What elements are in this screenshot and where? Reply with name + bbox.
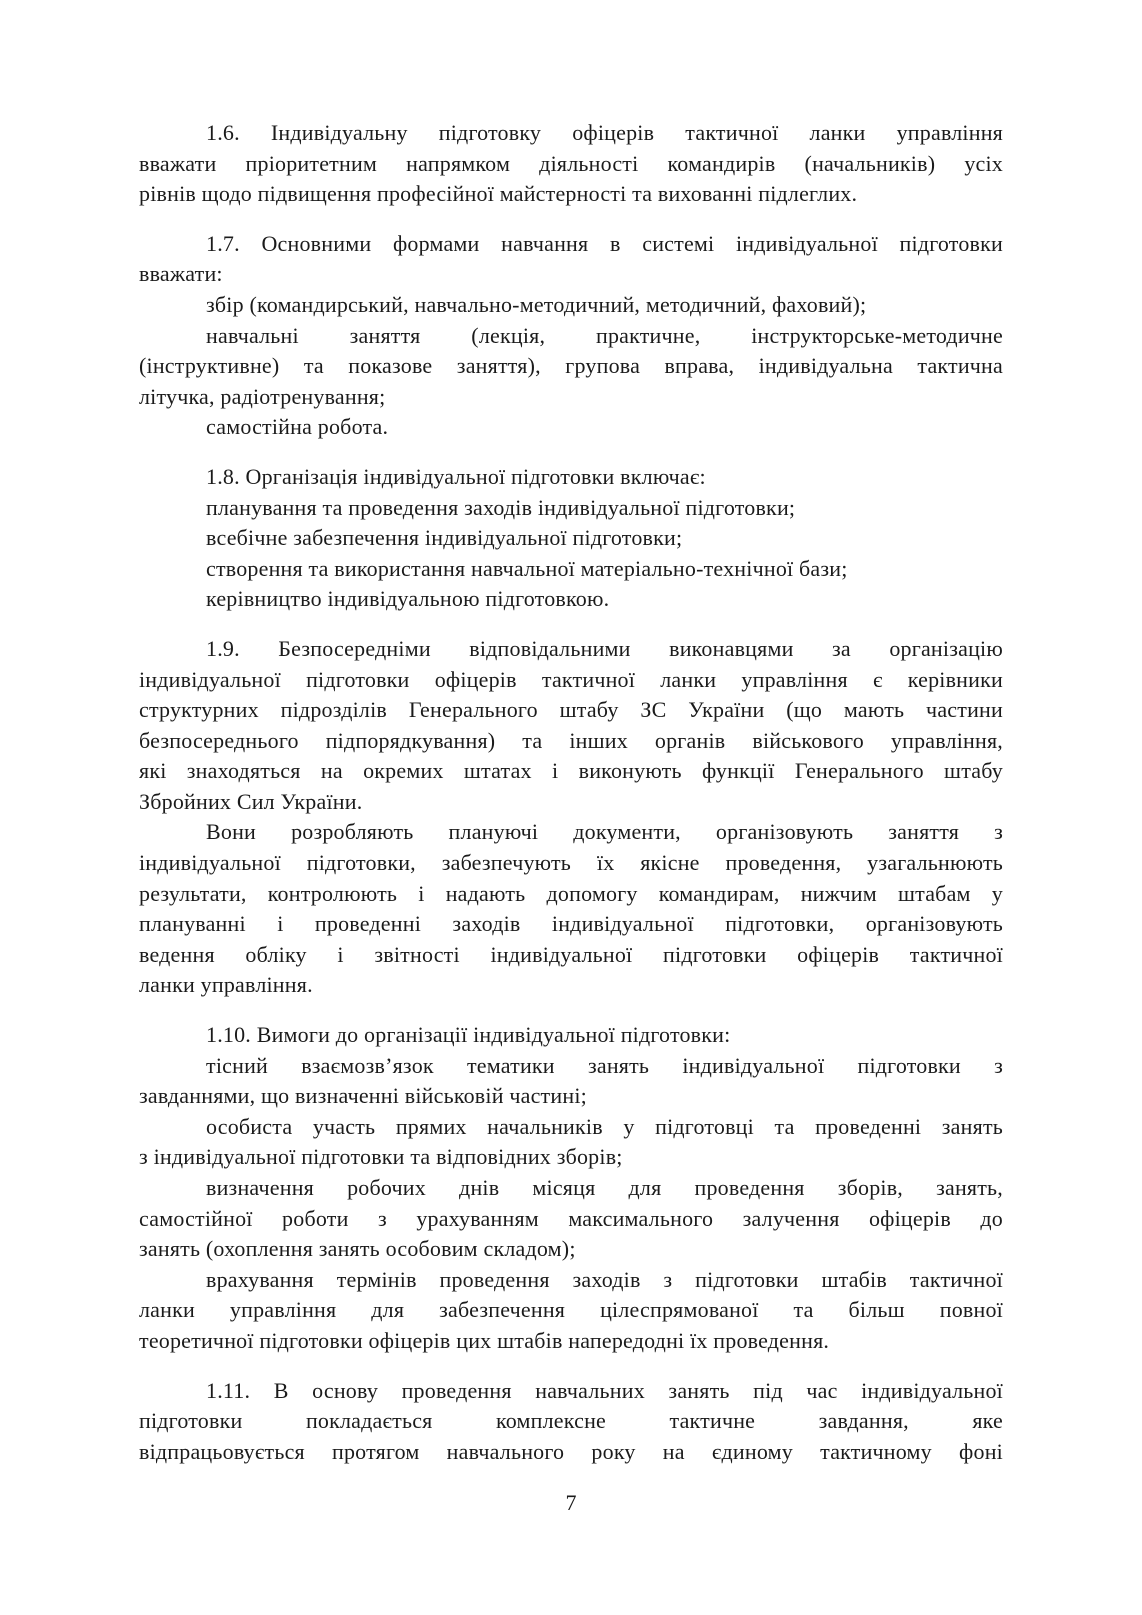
text-line: керівництво індивідуальною підготовкою.	[206, 586, 610, 612]
paragraph	[139, 554, 1003, 585]
text-line: 1.10. Вимоги до організації індивідуальної підготовки:	[206, 1022, 731, 1048]
text-line: занять (охоплення занять особовим складом);	[139, 1236, 576, 1262]
text-line: індивідуальної підготовки, забезпечують їх якісне проведення, узагальнюють	[139, 850, 1003, 876]
text-line: рівнів щодо підвищення професійної майстерності та вихованні підлеглих.	[139, 181, 858, 207]
paragraph	[139, 523, 1003, 554]
paragraph	[139, 118, 1003, 210]
text-line: плануванні і проведенні заходів індивідуальної підготовки, організовують	[139, 911, 1003, 937]
text-line: 1.6. Індивідуальну підготовку офіцерів тактичної ланки управління	[206, 120, 1003, 145]
text-line: самостійної роботи з урахуванням максимального залучення офіцерів до	[139, 1205, 1003, 1231]
paragraph	[139, 1020, 1003, 1051]
paragraph	[139, 290, 1003, 321]
text-line: тісний взаємозв’язок тематики занять індивідуальної підготовки з	[206, 1052, 1003, 1078]
text-line: ланки управління.	[139, 972, 313, 998]
text-line: створення та використання навчальної матеріально-технічної бази;	[206, 555, 848, 581]
text-line: завданнями, що визначенні військовій частині;	[139, 1083, 587, 1109]
text-line: 1.11. В основу проведення навчальних занять під час індивідуальної	[206, 1377, 1003, 1403]
text-line: Збройних Сил України.	[139, 788, 363, 814]
text-line: результати, контролюють і надають допомогу командирам, нижчим штабам у	[139, 880, 1003, 906]
text-line: ланки управління для забезпечення цілеспрямованої та більш повної	[139, 1297, 1003, 1323]
text-line: (інструктивне) та показове заняття), групова вправа, індивідуальна тактична	[139, 353, 1003, 379]
paragraph	[139, 817, 1003, 1001]
text-line: структурних підрозділів Генерального штабу ЗС України (що мають частини	[139, 697, 1003, 723]
text-line: навчальні заняття (лекція, практичне, інструкторське-методичне	[206, 322, 1003, 348]
text-line: вважати пріоритетним напрямком діяльності командирів (начальників) усіх	[139, 150, 1003, 176]
paragraph	[139, 584, 1003, 615]
text-line: врахування термінів проведення заходів з підготовки штабів тактичної	[206, 1266, 1003, 1292]
text-line: збір (командирський, навчально-методичний, методичний, фаховий);	[206, 291, 867, 317]
paragraph	[139, 1265, 1003, 1357]
text-line: ведення обліку і звітності індивідуальної підготовки офіцерів тактичної	[139, 941, 1003, 967]
text-line: всебічне забезпечення індивідуальної підготовки;	[206, 525, 683, 551]
text-line: самостійна робота.	[206, 414, 389, 440]
paragraph	[139, 1376, 1003, 1468]
paragraph	[139, 321, 1003, 413]
paragraph	[139, 1051, 1003, 1112]
text-line: особиста участь прямих начальників у підготовці та проведенні занять	[206, 1113, 1003, 1139]
text-line: індивідуальної підготовки офіцерів тактичної ланки управління є керівники	[139, 666, 1003, 692]
text-line: підготовки покладається комплексне тактичне завдання, яке	[139, 1408, 1003, 1434]
page-number: 7	[565, 1490, 577, 1516]
text-line: планування та проведення заходів індивідуальної підготовки;	[206, 494, 796, 520]
text-line: відпрацьовується протягом навчального року на єдиному тактичному фоні	[139, 1438, 1003, 1464]
paragraph	[139, 634, 1003, 818]
paragraph	[139, 1112, 1003, 1173]
page-footer	[139, 1488, 1003, 1518]
text-line: теоретичної підготовки офіцерів цих штабів напередодні їх проведення.	[139, 1327, 830, 1353]
paragraph	[139, 412, 1003, 443]
text-line: безпосереднього підпорядкування) та інших органів військового управління,	[139, 727, 1003, 753]
text-line: визначення робочих днів місяця для проведення зборів, занять,	[206, 1175, 1003, 1200]
text-line: 1.9. Безпосередніми відповідальними виконавцями за організацію	[206, 635, 1003, 661]
text-line: Вони розробляють плануючі документи, організовують заняття з	[206, 819, 1003, 845]
text-line: 1.8. Організація індивідуальної підготовки включає:	[206, 463, 706, 489]
text-line: 1.7. Основними формами навчання в системі індивідуальної підготовки	[206, 230, 1003, 256]
paragraph	[139, 493, 1003, 524]
text-line: з індивідуальної підготовки та відповідних зборів;	[139, 1144, 623, 1170]
paragraph	[139, 229, 1003, 290]
text-line: літучка, радіотренування;	[139, 383, 386, 409]
document-body-text	[139, 118, 1003, 1467]
text-line: вважати:	[139, 261, 223, 287]
paragraph	[139, 462, 1003, 493]
text-line: які знаходяться на окремих штатах і виконують функції Генерального штабу	[139, 758, 1003, 784]
paragraph	[139, 1173, 1003, 1265]
